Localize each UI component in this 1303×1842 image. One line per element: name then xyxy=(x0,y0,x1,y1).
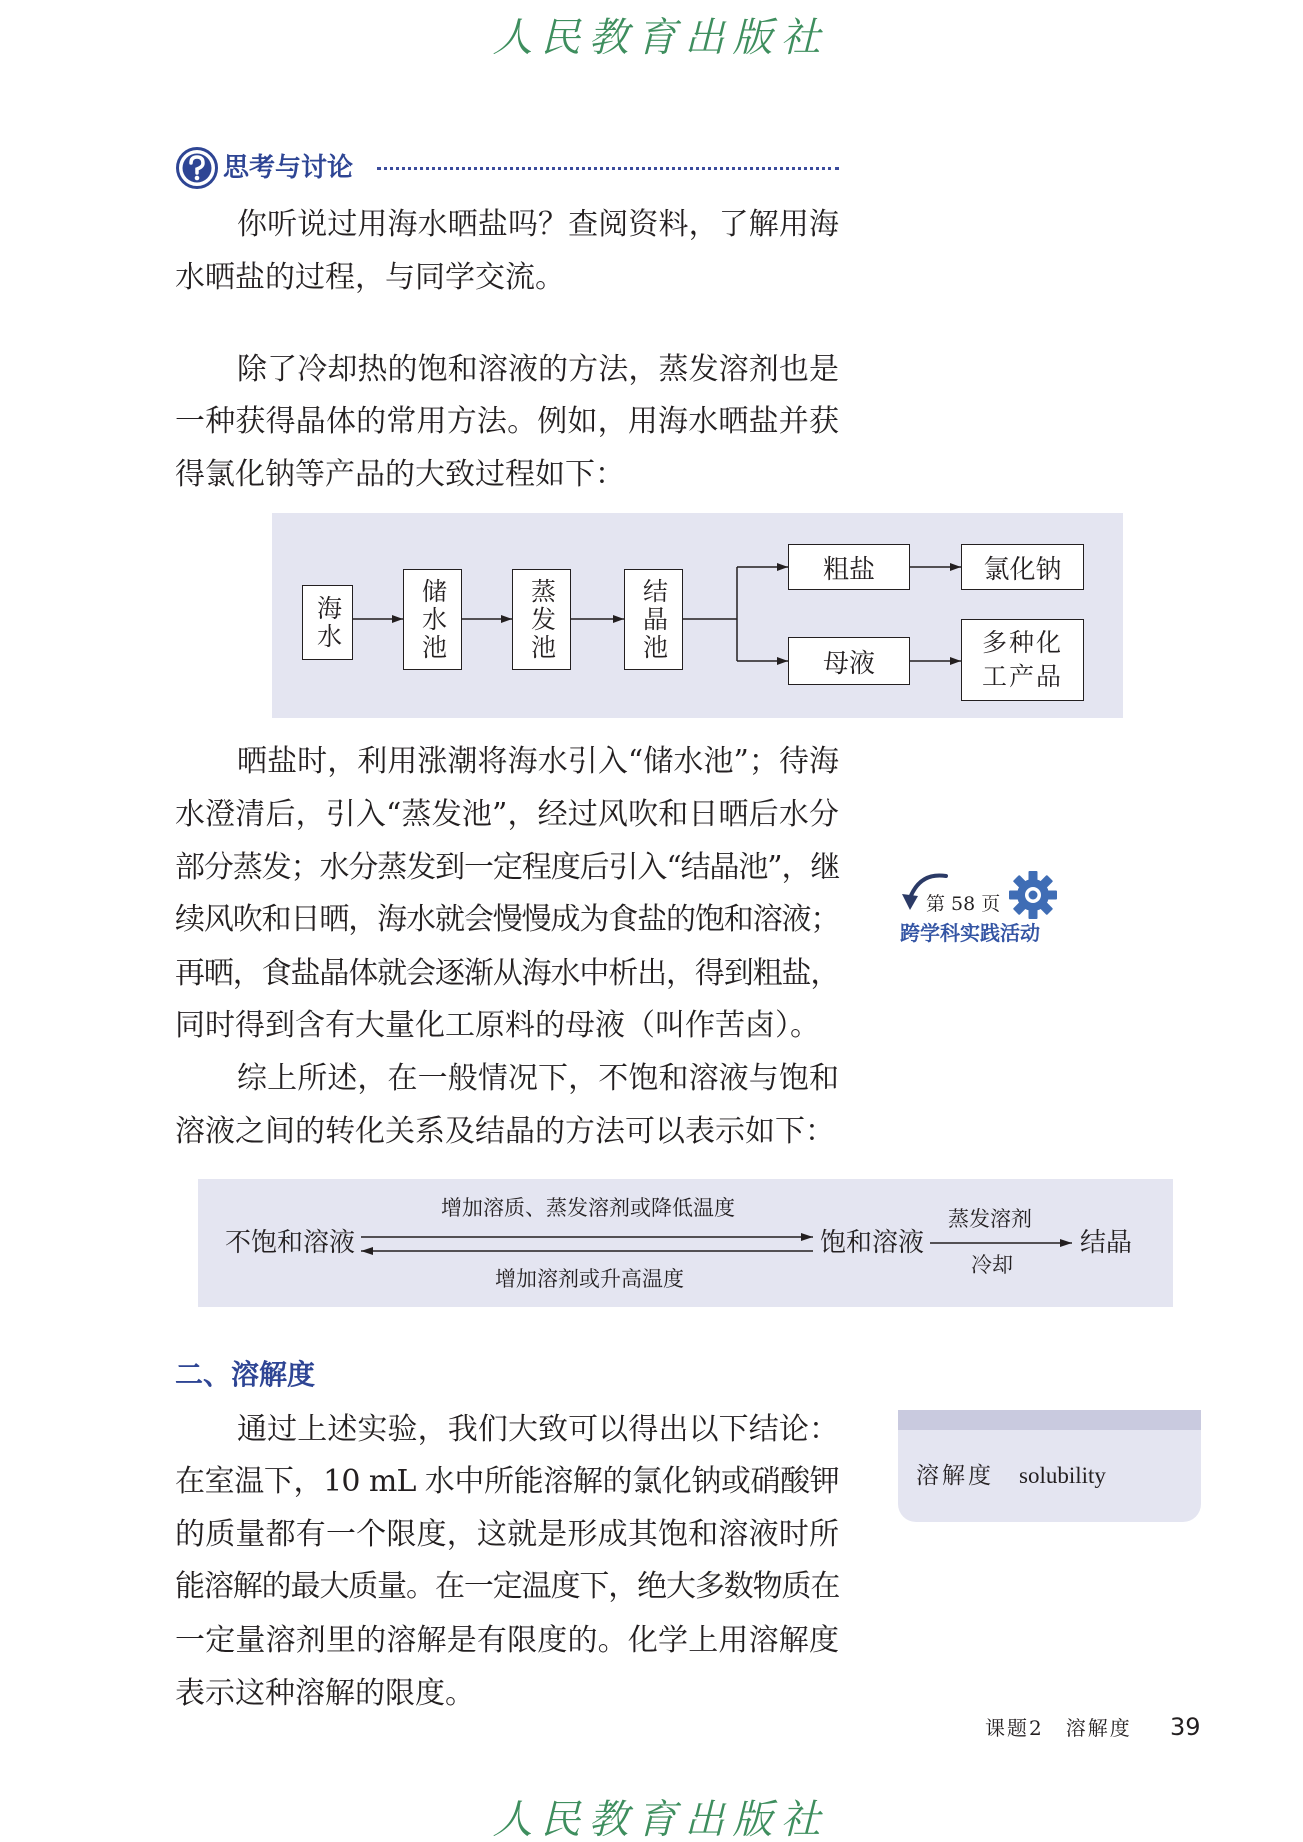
paragraph-line: 通过上述实验，我们大致可以得出以下结论： xyxy=(237,1412,839,1447)
paragraph-line: 同时得到含有大量化工原料的母液（叫作苦卤）。 xyxy=(175,1008,820,1043)
saturated-solution-label: 饱和溶液 xyxy=(820,1228,925,1258)
node-label: 粗盐 xyxy=(822,554,875,585)
node-chemical-products xyxy=(961,619,1084,701)
section-heading: 二、溶解度 xyxy=(175,1358,316,1391)
paragraph-line: 溶液之间的转化关系及结晶的方法可以表示如下： xyxy=(175,1114,835,1149)
publisher-logo-bottom: 人民教育出版社 xyxy=(492,1797,829,1842)
glossary-box xyxy=(898,1410,1201,1522)
paragraph-line: 续风吹和日晒，海水就会慢慢成为食盐的饱和溶液； xyxy=(175,902,839,937)
node-label: 蒸发池 xyxy=(527,577,557,662)
gear-icon xyxy=(1008,870,1058,920)
page-number: 39 xyxy=(1170,1713,1201,1741)
paragraph-line: 得氯化钠等产品的大致过程如下： xyxy=(175,457,625,492)
interdisciplinary-activity-link[interactable]: 跨学科实践活动 xyxy=(900,921,1040,945)
discussion-line: 水晒盐的过程，与同学交流。 xyxy=(175,260,565,295)
unsaturated-solution-label: 不饱和溶液 xyxy=(225,1228,356,1258)
glossary-body xyxy=(898,1430,1201,1522)
glossary-english: solubility xyxy=(1019,1463,1106,1488)
dotted-divider xyxy=(377,167,839,170)
discussion-line: 你听说过用海水晒盐吗？查阅资料，了解用海 xyxy=(237,207,839,242)
paragraph-line: 部分蒸发；水分蒸发到一定程度后引入“结晶池”，继 xyxy=(175,850,839,885)
paragraph-line: 在室温下，10 mL 水中所能溶解的氯化钠或硝酸钾 xyxy=(175,1464,839,1499)
crystal-label: 结晶 xyxy=(1080,1228,1133,1258)
glossary-term: 溶解度 xyxy=(916,1463,994,1489)
node-label: 海水 xyxy=(313,594,343,651)
salt-making-flow-diagram xyxy=(272,513,1123,718)
paragraph-line: 的质量都有一个限度，这就是形成其饱和溶液时所 xyxy=(175,1517,839,1552)
paragraph-line: 综上所述，在一般情况下，不饱和溶液与饱和 xyxy=(237,1061,839,1096)
node-crystallization-pond xyxy=(624,569,683,670)
node-label-line: 多种化 xyxy=(981,628,1063,657)
paragraph-line: 能溶解的最大质量。在一定温度下，绝大多数物质在 xyxy=(175,1569,839,1604)
node-evaporation-pond xyxy=(512,569,571,670)
footer-lesson-title: 课题2 溶解度 xyxy=(985,1716,1132,1740)
paragraph-line: 除了冷却热的饱和溶液的方法，蒸发溶剂也是 xyxy=(237,352,839,387)
to-unsaturated-condition: 增加溶剂或升高温度 xyxy=(495,1267,684,1291)
saturation-transition-diagram xyxy=(198,1179,1173,1307)
node-label-line: 工产品 xyxy=(981,662,1063,691)
glossary-header-strip xyxy=(898,1410,1201,1430)
node-label: 氯化钠 xyxy=(983,554,1062,585)
node-seawater xyxy=(302,585,353,660)
node-label: 结晶池 xyxy=(639,577,669,662)
cooling-condition: 冷却 xyxy=(971,1253,1013,1277)
paragraph-line: 一种获得晶体的常用方法。例如，用海水晒盐并获 xyxy=(175,404,839,439)
publisher-logo-top: 人民教育出版社 xyxy=(492,15,829,61)
paragraph-line: 表示这种溶解的限度。 xyxy=(175,1676,475,1711)
node-label: 储水池 xyxy=(418,577,448,662)
paragraph-line: 再晒，食盐晶体就会逐渐从海水中析出，得到粗盐， xyxy=(175,956,839,991)
node-storage-pond xyxy=(403,569,462,670)
to-saturated-condition: 增加溶质、蒸发溶剂或降低温度 xyxy=(441,1196,735,1220)
paragraph-line: 水澄清后，引入“蒸发池”，经过风吹和日晒后水分 xyxy=(175,797,839,832)
question-bubble-icon xyxy=(175,146,219,190)
discussion-title: 思考与讨论 xyxy=(223,153,354,183)
node-label: 母液 xyxy=(822,648,875,679)
paragraph-line: 一定量溶剂里的溶解是有限度的。化学上用溶解度 xyxy=(175,1623,839,1658)
evaporation-condition: 蒸发溶剂 xyxy=(948,1207,1032,1231)
node-sodium-chloride xyxy=(961,544,1084,590)
node-mother-liquor xyxy=(788,637,910,685)
paragraph-line: 晒盐时，利用涨潮将海水引入“储水池”；待海 xyxy=(237,744,839,779)
cross-reference-page: 第 58 页 xyxy=(926,893,1001,915)
node-crude-salt xyxy=(788,544,910,590)
